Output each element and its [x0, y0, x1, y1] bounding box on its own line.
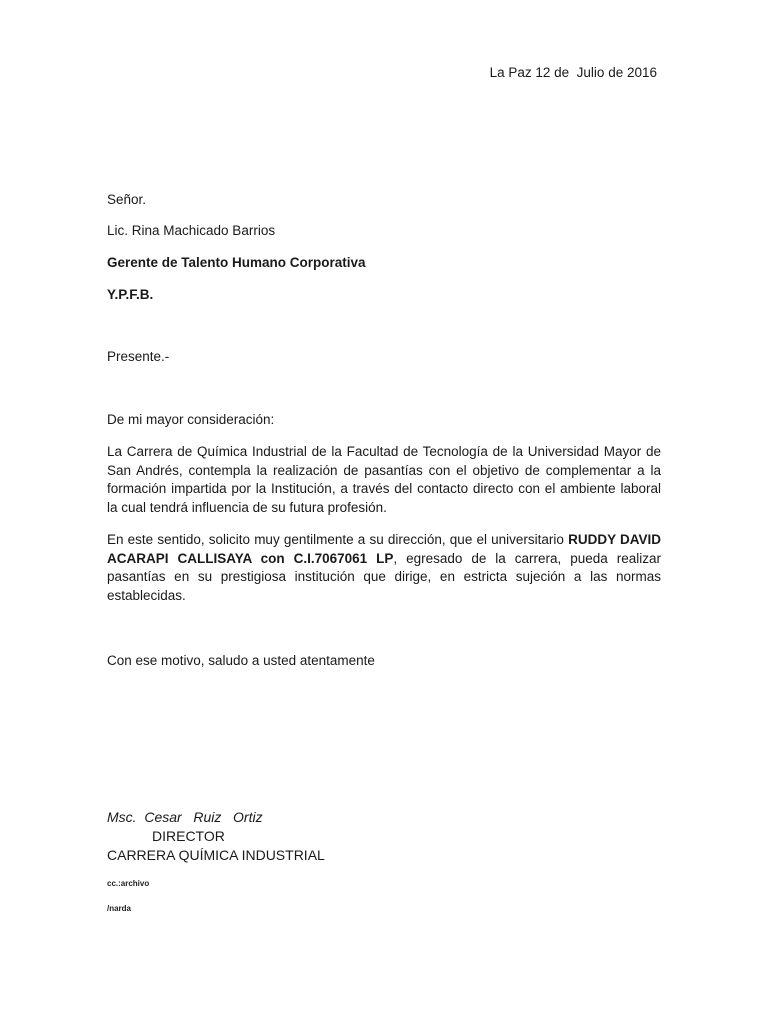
signatory-name: Msc. Cesar Ruiz Ortiz — [107, 809, 263, 825]
body-paragraph-2 — [107, 531, 661, 605]
greeting: De mi mayor consideración: — [107, 412, 275, 427]
recipient-organization: Y.P.F.B. — [107, 287, 154, 302]
salutation: Señor. — [107, 192, 147, 207]
student-name-id: RUDDY DAVID ACARAPI CALLISAYA con C.I.7067061 LP — [107, 532, 661, 566]
signatory-department: CARRERA QUÍMICA INDUSTRIAL — [107, 847, 325, 863]
typist-initials: /narda — [107, 904, 132, 913]
letter-date: La Paz 12 de Julio de 2016 — [489, 65, 657, 80]
cc-note: cc.:archivo — [107, 879, 150, 888]
recipient-name: Lic. Rina Machicado Barrios — [107, 223, 276, 238]
signatory-title: DIRECTOR — [152, 828, 225, 844]
paragraph-2-intro: En este sentido, solicito muy gentilmente a su dirección, que el universitario — [107, 532, 569, 547]
recipient-title: Gerente de Talento Humano Corporativa — [107, 255, 366, 270]
paragraph-2-rest: , egresado de la carrera, pueda realizar pasantías en su prestigiosa institución que dirige, en estricta sujeción a las normas establecidas. — [107, 550, 661, 603]
body-paragraph-1: La Carrera de Química Industrial de la Facultad de Tecnología de la Universidad Mayor de San Andrés, contempla la realización de pasantías con el objetivo de complementar a la formación impartida por la Institución, a través del contacto directo con el ambiente laboral la cual tendrá influencia de su futura profesión. — [107, 444, 661, 515]
presente-line: Presente.- — [107, 349, 170, 364]
closing-line: Con ese motivo, saludo a usted atentamente — [107, 653, 375, 668]
